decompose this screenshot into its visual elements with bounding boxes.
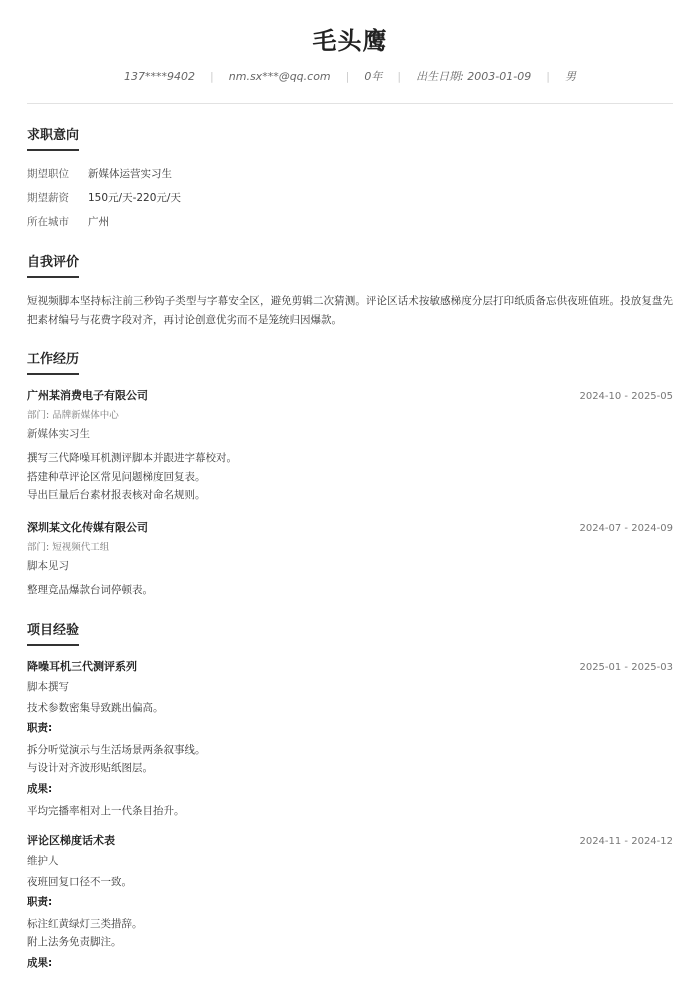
- separator: |: [546, 70, 550, 83]
- project-name: 评论区梯度话术表: [27, 834, 115, 847]
- section-work-experience: [27, 348, 673, 599]
- project-background: 技术参数密集导致跳出偏高。: [27, 702, 164, 714]
- section-title-self: 自我评价: [27, 255, 79, 278]
- work-line: 搭建种草评论区常见问题梯度回复表。: [27, 470, 206, 483]
- project-duty-line: 拆分听觉演示与生活场景两条叙事线。: [27, 743, 206, 756]
- work-department: 部门: 品牌新媒体中心: [27, 410, 119, 421]
- work-description: [27, 581, 673, 600]
- birth-date: 出生日期: 2003-01-09: [416, 70, 532, 83]
- self-evaluation-text: 短视频脚本坚持标注前三秒钩子类型与字幕安全区，避免剪辑二次猜测。评论区话术按敏感梯度分层打印纸质备忘供夜班值班。投放复盘先把素材编号与花费字段对齐，再讨论创意优劣而不是笼统归因爆款。: [27, 295, 673, 326]
- project-entry: [27, 834, 673, 970]
- project-entry-header: [27, 834, 673, 849]
- project-name: 降噪耳机三代测评系列: [27, 660, 137, 673]
- work-years: 0年: [364, 70, 383, 83]
- work-line: 整理竞品爆款台词停顿表。: [27, 583, 153, 596]
- work-department: 部门: 短视频代工组: [27, 541, 110, 553]
- work-entry-header: [27, 521, 673, 536]
- project-result-label: 成果:: [27, 782, 53, 795]
- work-line: 导出巨量后台素材报表核对命名规则。: [27, 489, 206, 501]
- intent-label: 期望职位: [27, 168, 69, 180]
- intent-value: 新媒体运营实习生: [88, 168, 172, 180]
- company-name: 深圳某文化传媒有限公司: [27, 520, 148, 534]
- phone-number: 137****9402: [124, 70, 196, 83]
- project-entry-header: [27, 660, 673, 675]
- project-duties: [27, 915, 673, 952]
- work-description: [27, 449, 673, 505]
- project-background: 夜班回复口径不一致。: [27, 876, 132, 888]
- section-job-intent: [27, 124, 673, 229]
- work-entry-header: [27, 389, 673, 404]
- separator: |: [210, 70, 214, 83]
- intent-value: 150元/天-220元/天: [88, 192, 181, 204]
- project-entry: [27, 660, 673, 820]
- project-date-range: 2024-11 - 2024-12: [579, 836, 673, 847]
- section-title-work: 工作经历: [27, 352, 79, 375]
- email-address: nm.sx***@qq.com: [228, 70, 331, 83]
- project-role: 维护人: [27, 855, 59, 867]
- work-date-range: 2024-10 - 2025-05: [579, 391, 673, 402]
- project-result-label: 成果:: [27, 956, 53, 969]
- intent-list: [27, 167, 673, 229]
- separator: |: [397, 70, 402, 83]
- intent-label: 期望薪资: [27, 192, 69, 204]
- intent-row-position: [27, 167, 673, 181]
- candidate-name: 毛头鹰: [312, 27, 388, 55]
- work-role: 新媒体实习生: [27, 428, 90, 440]
- work-date-range: 2024-07 - 2024-09: [579, 522, 673, 534]
- section-title-intent: 求职意向: [27, 128, 79, 151]
- work-role: 脚本见习: [27, 559, 69, 572]
- project-results: [27, 802, 673, 821]
- project-duty-label: 职责:: [27, 895, 53, 908]
- project-duty-line: 附上法务免责脚注。: [27, 936, 122, 948]
- project-duties: [27, 741, 673, 778]
- intent-value: 广州: [88, 216, 109, 228]
- project-date-range: 2025-01 - 2025-03: [579, 662, 673, 673]
- intent-label: 所在城市: [27, 216, 69, 228]
- project-result-line: 平均完播率相对上一代条目抬升。: [27, 804, 185, 817]
- work-entry: [27, 389, 673, 505]
- header-divider: [27, 103, 673, 104]
- project-duty-line: 标注红黄绿灯三类措辞。: [27, 917, 143, 930]
- intent-row-salary: [27, 191, 673, 205]
- intent-row-city: [27, 215, 673, 229]
- gender: 男: [564, 70, 576, 83]
- separator: |: [345, 70, 350, 83]
- project-duty-line: 与设计对齐波形贴纸图层。: [27, 762, 153, 774]
- contact-bar: [27, 70, 673, 84]
- project-role: 脚本撰写: [27, 681, 69, 693]
- work-line: 撰写三代降噪耳机测评脚本并跟进字幕校对。: [27, 452, 237, 464]
- work-entry: [27, 521, 673, 600]
- project-duty-label: 职责:: [27, 721, 53, 734]
- section-projects: [27, 619, 673, 970]
- section-title-projects: 项目经验: [27, 623, 79, 646]
- company-name: 广州某消费电子有限公司: [27, 389, 148, 402]
- section-self-evaluation: [27, 251, 673, 330]
